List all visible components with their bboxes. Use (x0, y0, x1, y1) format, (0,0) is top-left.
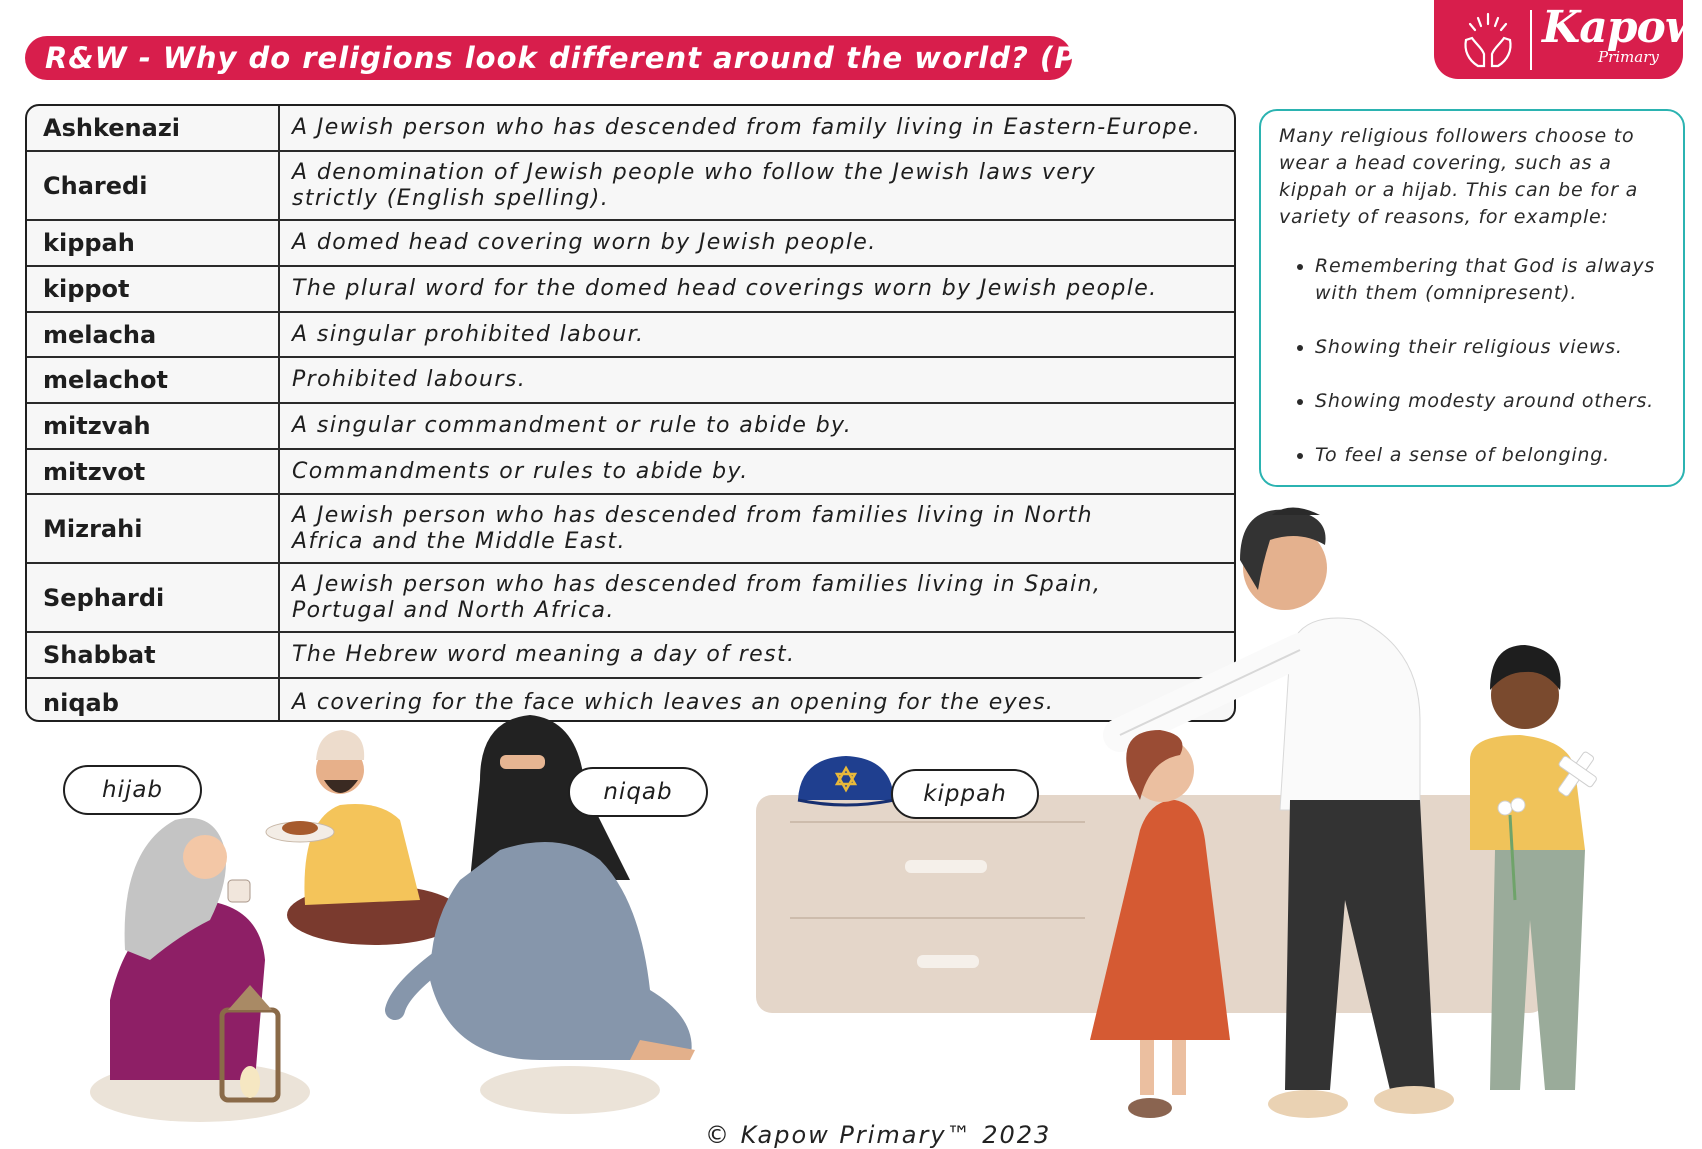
vocab-term: Sephardi (27, 564, 280, 631)
vocab-term: Charedi (27, 152, 280, 219)
vocab-term: mitzvot (27, 450, 280, 493)
vocab-term: melacha (27, 313, 280, 356)
niqab-label: niqab (568, 767, 708, 817)
vocab-definition: The Hebrew word meaning a day of rest. (292, 642, 796, 667)
vocab-term: Ashkenazi (27, 106, 280, 150)
list-item: • Showing their religious views. (1315, 334, 1671, 361)
vocab-term: niqab (27, 679, 280, 722)
info-intro: Many religious followers choose to wear a head covering, such as a kippah or a hijab. This can be for a variety of reasons, for example: (1279, 125, 1639, 228)
vocab-definition: A denomination of Jewish people who follow the Jewish laws very strictly (English spelling). (292, 159, 1097, 211)
vocab-term: Mizrahi (27, 495, 280, 562)
vocab-definition: Prohibited labours. (292, 367, 527, 392)
vocab-definition: The plural word for the domed head coverings worn by Jewish people. (292, 276, 1158, 301)
vocab-definition: A Jewish person who has descended from families living in Spain, Portugal and North Africa. (292, 571, 1102, 623)
vocab-definition: A Jewish person who has descended from families living in North Africa and the Middle East. (292, 502, 1093, 554)
page-title: R&W - Why do religions look different around the world? (Part 1) (25, 36, 1072, 80)
vocab-term: kippot (27, 267, 280, 311)
list-item: • Remembering that God is always with them (omnipresent). (1315, 253, 1671, 307)
vocab-definition: A Jewish person who has descended from family living in Eastern-Europe. (292, 115, 1202, 140)
vocab-term: mitzvah (27, 404, 280, 448)
vocab-term: melachot (27, 358, 280, 402)
logo-subtitle: Primary (1598, 48, 1659, 66)
vocab-definition: A singular prohibited labour. (292, 321, 645, 347)
hijab-label: hijab (63, 765, 202, 815)
copyright-footer: © Kapow Primary™ 2023 (705, 1121, 1052, 1149)
kippah-illustration (798, 756, 894, 805)
seated-man-illustration (266, 730, 463, 945)
hijab-woman-illustration (90, 818, 310, 1122)
vocab-term: kippah (27, 221, 280, 265)
kippah-label: kippah (891, 769, 1039, 819)
vocab-definition: A covering for the face which leaves an opening for the eyes. (292, 689, 1055, 715)
vocab-term: Shabbat (27, 633, 280, 677)
list-item: • To feel a sense of belonging. (1315, 442, 1671, 469)
vocab-definition: Commandments or rules to abide by. (292, 458, 749, 484)
logo-name: Kapow (1542, 2, 1702, 53)
vocab-definition: A domed head covering worn by Jewish people. (292, 230, 877, 255)
vocab-definition: A singular commandment or rule to abide by. (292, 413, 853, 438)
list-item: • Showing modesty around others. (1315, 388, 1671, 415)
